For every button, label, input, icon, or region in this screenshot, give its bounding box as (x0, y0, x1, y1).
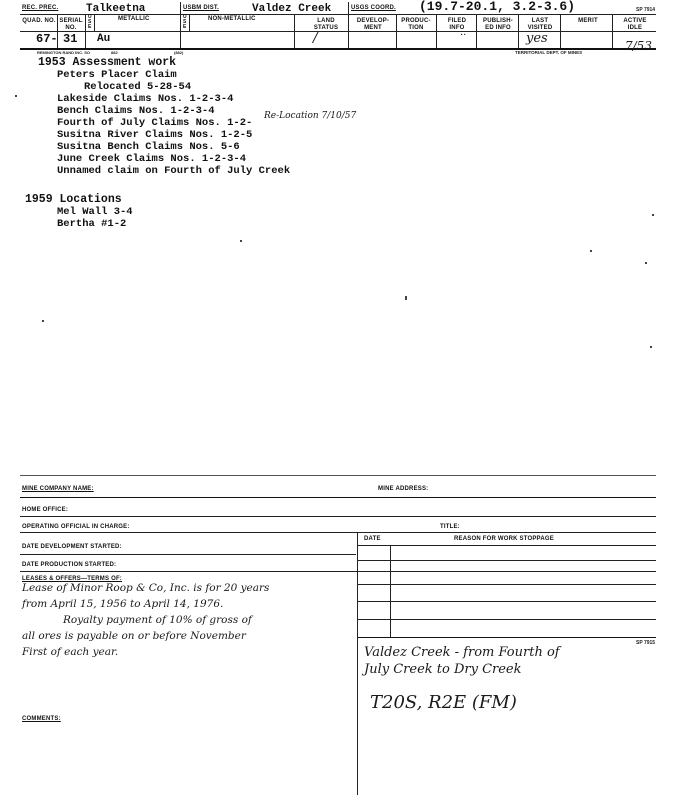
col-divider-serial (85, 14, 86, 48)
mine-company-name-label: MINE COMPANY NAME: (22, 486, 94, 492)
col-divider-last (560, 14, 561, 48)
lower-rule-3 (20, 532, 656, 533)
col-use-metallic: U S E (88, 14, 92, 30)
speck (240, 240, 242, 242)
lower-rule-4a (20, 554, 356, 555)
usbm-dist-label: USBM DIST. (183, 5, 220, 11)
body-line-bench: Bench Claims Nos. 1-2-3-4 (57, 105, 215, 117)
col-last-visited: LAST VISITED (527, 18, 553, 31)
stoppage-row-4 (358, 619, 656, 620)
row-filed-info: ·· (460, 30, 467, 41)
row-metallic: Au (97, 33, 111, 45)
col-serial-no: SERIAL NO. (59, 18, 83, 31)
col-divider-prod (436, 14, 437, 48)
col-divider-nonmetallic (294, 14, 295, 48)
lease-text-3: Royalty payment of 10% of gross of (63, 614, 252, 626)
row-quad: 67- (36, 32, 58, 46)
form-number-bottom: SP 7915 (636, 640, 656, 646)
lease-text-2: from April 15, 1956 to April 14, 1976. (22, 598, 224, 610)
stoppage-row-3 (358, 601, 656, 602)
body-line-susitna-river: Susitna River Claims Nos. 1-2-5 (57, 129, 253, 141)
imprint-left: REMINGTON RAND INC. SO (37, 50, 91, 55)
col-divider-merit (612, 14, 613, 48)
operating-official-label: OPERATING OFFICIAL IN CHARGE: (22, 524, 130, 530)
date-prod-started-label: DATE PRODUCTION STARTED: (22, 562, 117, 568)
stoppage-row-2 (358, 584, 656, 585)
date-label: DATE (364, 536, 381, 542)
home-office-label: HOME OFFICE: (22, 507, 69, 513)
reason-stoppage-label: REASON FOR WORK STOPPAGE (454, 536, 554, 542)
imprint-right: TERRITORIAL DEPT. OF MINES (515, 50, 583, 55)
right-hand-note-2: July Creek to Dry Creek (364, 662, 522, 677)
leases-label: LEASES & OFFERS—TERMS OF: (22, 576, 123, 582)
col-quad-no: QUAD. NO. (22, 18, 56, 24)
lower-rule-4b (358, 545, 656, 546)
col-metallic: METALLIC (118, 16, 150, 22)
body-line-melwall: Mel Wall 3-4 (57, 206, 133, 218)
comments-label: COMMENTS: (22, 716, 61, 722)
body-line-lakeside: Lakeside Claims Nos. 1-2-3-4 (57, 93, 234, 105)
col-published-info: PUBLISH-ED INFO (483, 18, 513, 31)
speck (650, 346, 652, 348)
lower-rule-top (20, 475, 656, 476)
rec-prec-value: Talkeetna (86, 3, 146, 15)
col-divider-pub (518, 14, 519, 48)
usgs-coord-label: USGS COORD. (351, 5, 396, 11)
row-land-status: / (313, 30, 318, 46)
col-merit: MERIT (578, 18, 598, 24)
stoppage-date-divider (390, 545, 391, 637)
stoppage-row-5 (358, 637, 656, 638)
body-line-relocation-note: Re-Location 7/10/57 (264, 111, 357, 121)
date-dev-started-label: DATE DEVELOPMENT STARTED: (22, 544, 122, 550)
right-hand-note-1: Valdez Creek - from Fourth of (364, 645, 560, 660)
col-divider-use2 (189, 14, 190, 32)
stoppage-row-1 (358, 560, 656, 561)
speck (405, 296, 407, 300)
col-divider-land (348, 14, 349, 48)
body-line-relocated: Relocated 5-28-54 (84, 81, 192, 93)
body-line-unnamed: Unnamed claim on Fourth of July Creek (57, 165, 291, 177)
col-divider-dev (396, 14, 397, 48)
lower-rule-2 (20, 516, 656, 517)
speck (645, 262, 647, 264)
col-development: DEVELOP-MENT (356, 18, 390, 31)
lease-text-1: Lease of Minor Roop & Co, Inc. is for 20 years (22, 582, 270, 594)
lower-rule-5 (20, 571, 656, 572)
body-line-june: June Creek Claims Nos. 1-2-3-4 (57, 153, 247, 165)
lease-text-5: First of each year. (22, 646, 119, 658)
col-nonmetallic: NON-METALLIC (208, 16, 256, 22)
col-use-nonmetallic: U S E (183, 14, 187, 30)
lease-text-4: all ores is payable on or before November (22, 630, 246, 642)
mine-address-label: MINE ADDRESS: (378, 486, 429, 492)
row-serial: 31 (63, 32, 78, 46)
col-production: PRODUC-TION (401, 18, 431, 31)
title-label: TITLE: (440, 524, 460, 530)
body-line-1953: 1953 Assessment work (38, 56, 177, 69)
lower-rule-1 (20, 497, 656, 498)
speck (590, 250, 592, 252)
row-published-info: yes (526, 31, 548, 46)
speck (42, 320, 44, 322)
row-active-idle: 7/53 (625, 39, 652, 53)
col-divider-filed (476, 14, 477, 48)
body-line-bertha: Bertha #1-2 (57, 218, 127, 230)
body-line-fourth: Fourth of July Claims Nos. 1-2- (57, 117, 253, 129)
speck (652, 214, 654, 216)
usgs-coord-value: (19.7-20.1, 3.2-3.6) (419, 0, 576, 14)
imprint-mid: 882 (111, 50, 118, 55)
col-land-status: LAND STATUS (313, 18, 339, 31)
usbm-dist-value: Valdez Creek (252, 3, 332, 15)
speck (15, 95, 17, 97)
lower-center-divider (357, 533, 358, 795)
body-line-susitna-bench: Susitna Bench Claims Nos. 5-6 (57, 141, 240, 153)
body-line-peters: Peters Placer Claim (57, 69, 177, 81)
col-active-idle: ACTIVE IDLE (623, 18, 647, 31)
body-line-1959: 1959 Locations (25, 193, 122, 206)
imprint-mid2: (882) (174, 50, 184, 55)
col-filed-info: FILED INFO (447, 18, 467, 31)
form-number-top: SP 7914 (636, 7, 656, 13)
right-hand-note-3: T20S, R2E (FM) (370, 692, 517, 713)
col-divider-metallic (180, 14, 181, 48)
col-divider-use1 (94, 14, 95, 32)
rec-prec-label: REC. PREC. (22, 5, 59, 11)
